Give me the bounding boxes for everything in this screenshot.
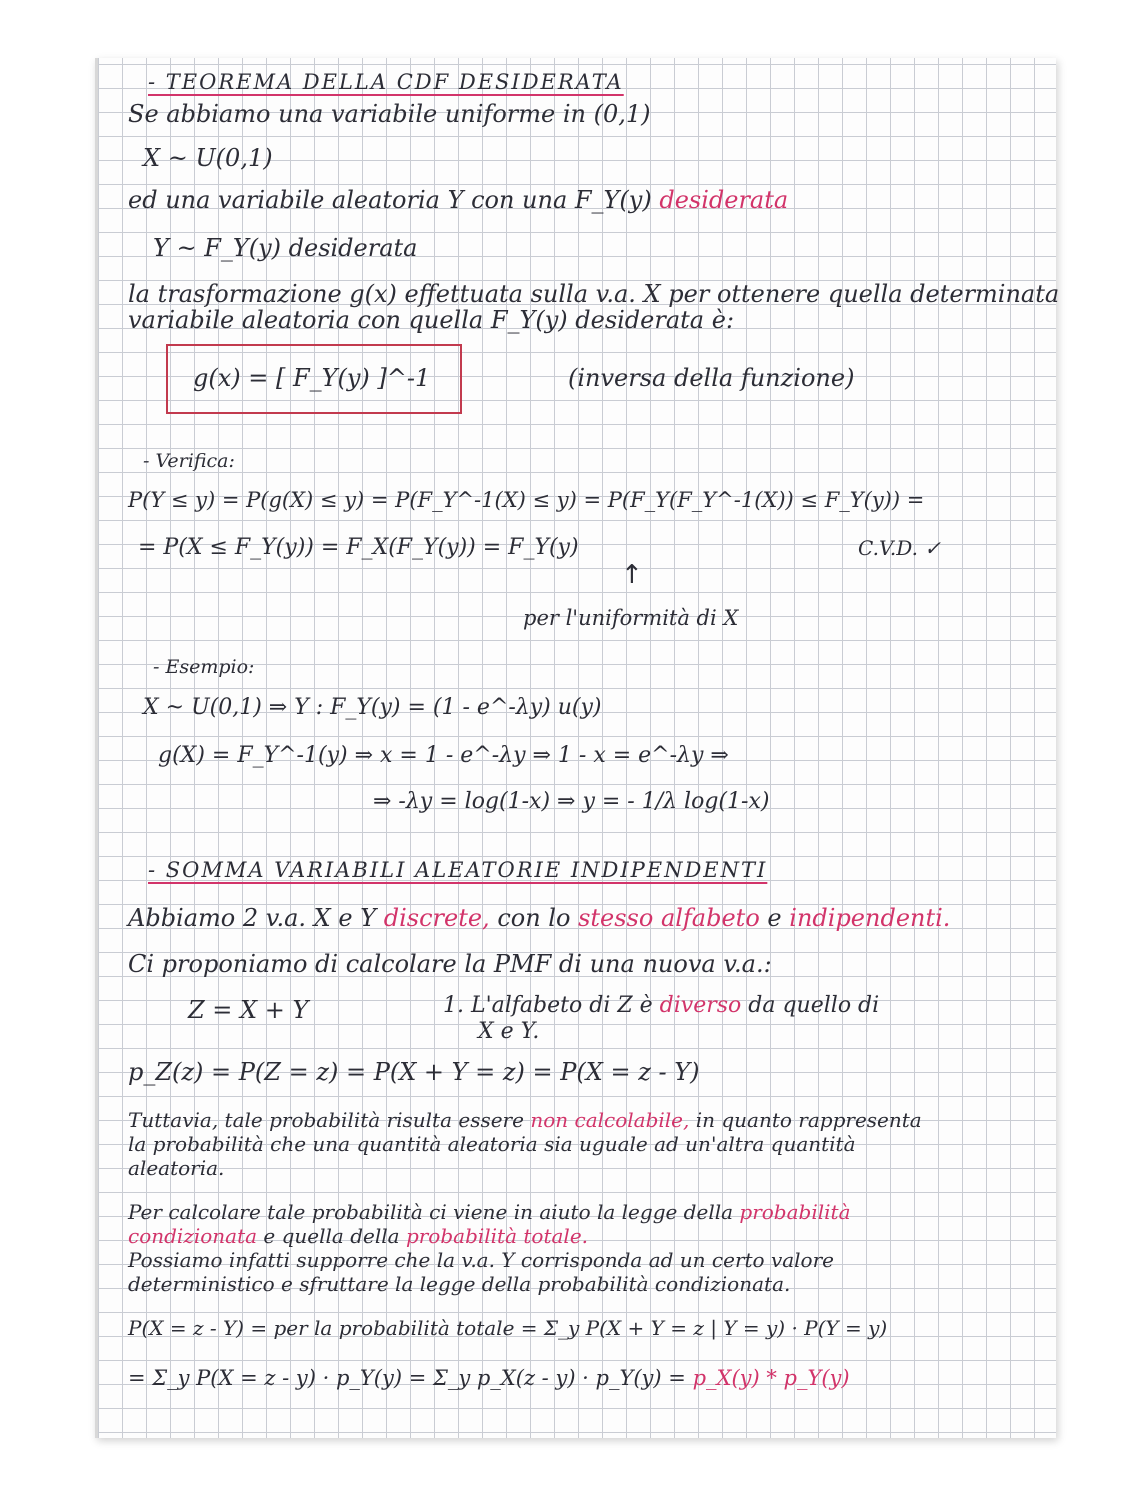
text-span: in quanto rappresenta (695, 1108, 922, 1132)
highlight-span: non calcolabile, (530, 1108, 690, 1132)
boxed-note: (inversa della funzione) (568, 364, 855, 392)
highlight-span: probabilità totale. (405, 1224, 589, 1248)
formula-line: X ~ U(0,1) (143, 144, 273, 172)
formula-line: ⇒ -λy = log(1-x) ⇒ y = - 1/λ log(1-x) (373, 789, 770, 814)
highlight-span: desiderata (659, 186, 789, 214)
text-span: e quella della (263, 1224, 400, 1248)
text-line: X e Y. (478, 1019, 540, 1044)
text-line (128, 186, 788, 214)
formula-line: X ~ U(0,1) ⇒ Y : F_Y(y) = (1 - e^-λy) u(y) (143, 695, 602, 720)
formula-line: P(Y ≤ y) = P(g(X) ≤ y) = P(F_Y^-1(X) ≤ y) = P(F_Y(F_Y^-1(X)) ≤ F_Y(y)) = (128, 488, 925, 512)
highlight-span: discrete, (383, 904, 490, 932)
esempio-label: - Esempio: (153, 656, 255, 678)
text-span: Tuttavia, tale probabilità risulta essere (128, 1108, 524, 1132)
section-title-somma: - SOMMA VARIABILI ALEATORIE INDIPENDENTI (148, 858, 768, 882)
section-title-cdf: - TEOREMA DELLA CDF DESIDERATA (148, 70, 624, 94)
boxed-formula-text: g(x) = [ F_Y(y) ]^-1 (193, 364, 431, 392)
text-span: = Σ_y P(X = z - y) · p_Y(y) = Σ_y p_X(z - y) · p_Y(y) = (128, 1366, 686, 1390)
highlight-span: condizionata (128, 1224, 258, 1248)
arrow-note: per l'uniformità di X (523, 606, 739, 630)
text-span: e (767, 904, 782, 932)
text-line: Se abbiamo una variabile uniforme in (0,1) (128, 100, 651, 128)
highlight-span: indipendenti. (789, 904, 951, 932)
formula-line: P(X = z - Y) = per la probabilità totale = Σ_y P(X + Y = z | Y = y) · P(Y = y) (128, 1316, 888, 1340)
highlight-span: probabilità (739, 1200, 851, 1224)
up-arrow-icon: ↑ (621, 560, 643, 590)
highlight-span: p_X(y) * p_Y(y) (692, 1366, 850, 1390)
text-line: Ci proponiamo di calcolare la PMF di una nuova v.a.: (128, 950, 772, 978)
verifica-label: - Verifica: (143, 450, 235, 472)
formula-line: g(X) = F_Y^-1(y) ⇒ x = 1 - e^-λy ⇒ 1 - x = e^-λy ⇒ (158, 743, 729, 768)
text-span: ed una variabile aleatoria Y con una F_Y(y) (128, 186, 652, 214)
notebook-page (95, 58, 1060, 1438)
text-span: Per calcolare tale probabilità ci viene in aiuto la legge della (128, 1200, 734, 1224)
text-line: variabile aleatoria con quella F_Y(y) desiderata è: (128, 306, 735, 334)
text-line (443, 992, 879, 1020)
text-line: la trasformazione g(x) effettuata sulla v.a. X per ottenere quella determinata (128, 280, 1060, 308)
text-line: Possiamo infatti supporre che la v.a. Y corrisponda ad un certo valore (128, 1248, 834, 1272)
formula-line: Z = X + Y (188, 996, 309, 1024)
text-span: Abbiamo 2 v.a. X e Y (128, 904, 377, 932)
text-line: la probabilità che una quantità aleatoria sia uguale ad un'altra quantità (128, 1132, 856, 1156)
formula-line: p_Z(z) = P(Z = z) = P(X + Y = z) = P(X = z - Y) (128, 1058, 700, 1086)
text-span: 1. L'alfabeto di Z è (443, 993, 653, 1018)
highlight-span: diverso (659, 993, 742, 1018)
text-line: deterministico e sfruttare la legge della probabilità condizionata. (128, 1272, 791, 1296)
text-line (128, 904, 950, 932)
formula-line: Y ~ F_Y(y) desiderata (153, 234, 418, 262)
cvd-label: C.V.D. ✓ (858, 536, 942, 560)
text-span: da quello di (748, 993, 880, 1018)
formula-line (128, 1364, 850, 1392)
highlight-span: stesso alfabeto (578, 904, 760, 932)
text-line: aleatoria. (128, 1156, 225, 1180)
text-span: con lo (497, 904, 571, 932)
formula-line: = P(X ≤ F_Y(y)) = F_X(F_Y(y)) = F_Y(y) (138, 535, 579, 560)
